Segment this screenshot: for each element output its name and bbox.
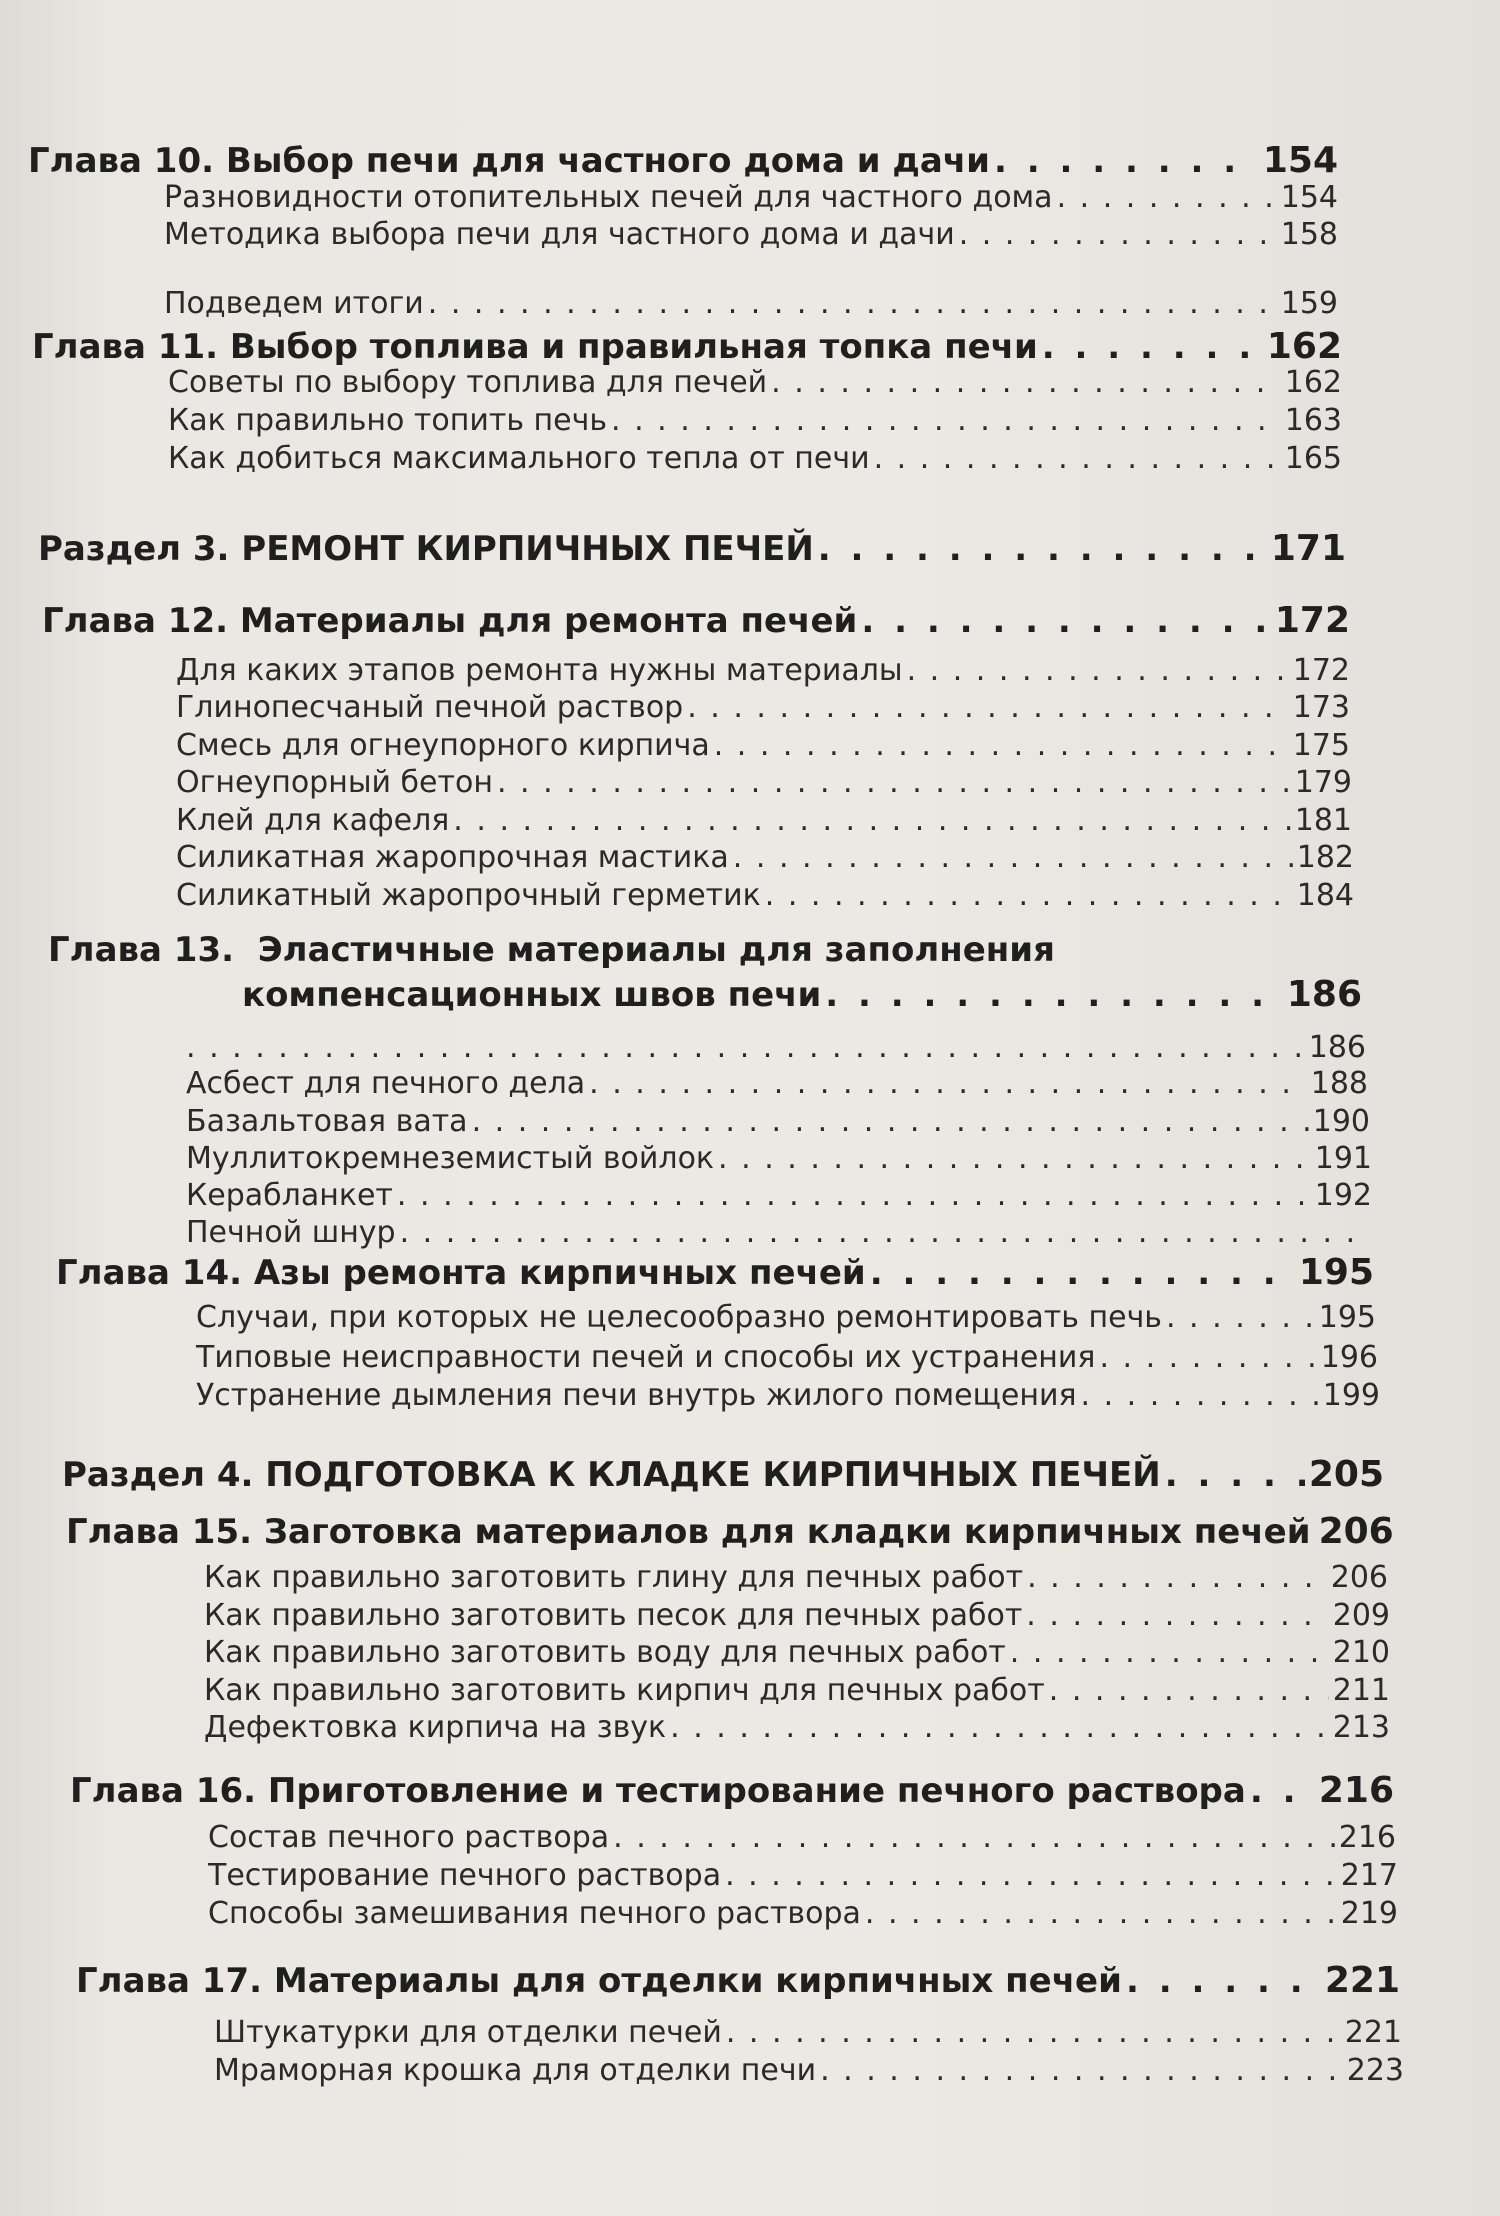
toc-page-number: 159 [1280, 286, 1338, 321]
toc-item [204, 1635, 1390, 1670]
toc-title: Глава 17. Материалы для отделки кирпичных печей [76, 1961, 1122, 2001]
toc-item [186, 1215, 1372, 1250]
toc-leader-dots [1057, 180, 1277, 215]
toc-chapter [32, 326, 1342, 367]
toc-page-number: 205 [1308, 1454, 1384, 1495]
toc-leader-dots [765, 878, 1293, 913]
toc-title: Силикатная жаропрочная мастика [176, 840, 729, 875]
toc-leader-dots [1165, 1455, 1305, 1495]
toc-chapter [48, 930, 1362, 1015]
toc-title: Раздел 3. РЕМОНТ КИРПИЧНЫХ ПЕЧЕЙ [38, 529, 814, 569]
toc-leader-dots [870, 1253, 1295, 1293]
toc-title: Глава 15. Заготовка материалов для кладки кирпичных печей [66, 1512, 1311, 1552]
toc-page-number: 217 [1340, 1858, 1398, 1893]
toc-leader-dots [1010, 1635, 1329, 1670]
toc-page-number: 182 [1296, 840, 1354, 875]
toc-leader-dots [1250, 1771, 1315, 1811]
toc-item [196, 1340, 1378, 1375]
toc-page-number: 181 [1294, 803, 1352, 838]
toc-leader-dots [865, 1896, 1337, 1931]
toc-item [196, 1300, 1376, 1335]
toc-page-number: 213 [1332, 1710, 1390, 1745]
toc-title: Как правильно заготовить песок для печных работ [204, 1598, 1023, 1633]
toc-item [204, 1598, 1390, 1633]
toc-title: Подведем итоги [164, 286, 424, 321]
toc-title: Типовые неисправности печей и способы их устранения [196, 1340, 1096, 1375]
toc-title: Разновидности отопительных печей для частного дома [164, 180, 1053, 215]
toc-item [176, 690, 1350, 725]
toc-item [204, 1560, 1388, 1595]
toc-page-number: 162 [1284, 365, 1342, 400]
toc-item [214, 2053, 1404, 2088]
toc-title: Глава 16. Приготовление и тестирование печного раствора [70, 1771, 1246, 1811]
toc-page-number: 192 [1314, 1178, 1372, 1213]
toc-page-number: 195 [1298, 1252, 1374, 1293]
toc-leader-dots [472, 1104, 1309, 1139]
toc-item [208, 1896, 1398, 1931]
toc-page-number: 219 [1340, 1896, 1398, 1931]
toc-title: Клей для кафеля [176, 803, 450, 838]
toc-title: Глава 10. Выбор печи для частного дома и дачи [28, 141, 990, 181]
toc-page-number: 158 [1280, 217, 1338, 252]
toc-title: Устранение дымления печи внутрь жилого помещения [196, 1378, 1077, 1413]
toc-leader-dots [959, 217, 1277, 252]
toc-title: Раздел 4. ПОДГОТОВКА К КЛАДКЕ КИРПИЧНЫХ ПЕЧЕЙ [62, 1455, 1161, 1495]
toc-page-number: 172 [1292, 653, 1350, 688]
toc-item [186, 1141, 1372, 1176]
toc-title: Базальтовая вата [186, 1104, 468, 1139]
toc-page-number: 199 [1322, 1378, 1380, 1413]
toc-title: Дефектовка кирпича на звук [204, 1710, 667, 1745]
toc-title: Керабланкет [186, 1178, 393, 1213]
toc-leader-dots [400, 1215, 1368, 1250]
toc-section [38, 528, 1346, 569]
toc-item [196, 1378, 1380, 1413]
toc-leader-dots [994, 141, 1259, 181]
toc-title: Тестирование печного раствора [208, 1858, 722, 1893]
toc-leader-dots [428, 286, 1277, 321]
toc-chapter-title-line2: компенсационных швов печи [242, 975, 822, 1015]
toc-leader-dots [733, 840, 1293, 875]
toc-item [186, 1178, 1372, 1213]
toc-item [186, 1104, 1370, 1139]
toc-leader-dots [825, 975, 1283, 1015]
toc-title: Как правильно заготовить глину для печных работ [204, 1560, 1024, 1595]
toc-item [164, 217, 1338, 252]
toc-title: Муллитокремнеземистый войлок [186, 1141, 715, 1176]
toc-leader-dots [613, 1820, 1335, 1855]
toc-title: Советы по выбору топлива для печей [168, 365, 768, 400]
toc-title: Глава 12. Материалы для ремонта печей [42, 601, 858, 641]
toc-leader-dots [1126, 1961, 1321, 2001]
toc-leader-dots [397, 1178, 1311, 1213]
toc-title: Печной шнур [186, 1215, 396, 1250]
toc-title: Огнеупорный бетон [176, 765, 493, 800]
toc-section [62, 1454, 1384, 1495]
toc-item [164, 286, 1338, 321]
toc-title: Как добиться максимального тепла от печи [168, 441, 870, 476]
toc-title: Мраморная крошка для отделки печи [214, 2053, 817, 2088]
toc-chapter [42, 600, 1350, 641]
toc-leader-dots [820, 2053, 1343, 2088]
toc-leader-dots [453, 803, 1290, 838]
toc-page-number: 184 [1296, 878, 1354, 913]
toc-title: Как правильно топить печь [168, 403, 608, 438]
toc-title: Глинопесчаный печной раствор [176, 690, 684, 725]
toc-title: Состав печного раствора [208, 1820, 610, 1855]
toc-page-number: 188 [1310, 1066, 1368, 1101]
toc-item [168, 441, 1342, 476]
toc-title: Смесь для огнеупорного кирпича [176, 728, 710, 763]
toc-leader-dots [1081, 1378, 1319, 1413]
toc-item [176, 840, 1354, 875]
toc-page-number: 154 [1280, 180, 1338, 215]
toc-page-number: 165 [1284, 441, 1342, 476]
toc-page-number: 191 [1314, 1141, 1372, 1176]
toc-leader-dots [1042, 327, 1263, 367]
toc-page-number: 173 [1292, 690, 1350, 725]
toc-item [208, 1820, 1396, 1855]
toc-leader-dots [687, 690, 1289, 725]
toc-leader-dots [186, 1030, 1305, 1065]
toc-item [204, 1710, 1390, 1745]
toc-leader-dots [714, 728, 1289, 763]
toc-leader-dots [726, 2015, 1341, 2050]
toc-title: Для каких этапов ремонта нужны материалы [176, 653, 903, 688]
toc-item [176, 728, 1350, 763]
toc-title: Как правильно заготовить воду для печных работ [204, 1635, 1006, 1670]
toc-item [214, 2015, 1402, 2050]
toc-leader-dots [1026, 1598, 1328, 1633]
toc-item [186, 1066, 1368, 1101]
toc-page-number: 206 [1318, 1511, 1394, 1552]
toc-chapter-title: Глава 13. Эластичные материалы для заполнения [48, 930, 1055, 970]
toc-leader-dots [818, 529, 1267, 569]
toc-page-number: 175 [1292, 728, 1350, 763]
toc-title: Силикатный жаропрочный герметик [176, 878, 761, 913]
toc-leader-dots [1099, 1340, 1316, 1375]
toc-title: Способы замешивания печного раствора [208, 1896, 861, 1931]
toc-leader-dots [611, 403, 1281, 438]
toc-item [176, 765, 1352, 800]
toc-page-number: 171 [1270, 528, 1346, 569]
toc-page-number: 223 [1346, 2053, 1404, 2088]
toc-item [204, 1673, 1390, 1708]
toc-page-number: 196 [1320, 1340, 1378, 1375]
toc-chapter [76, 1960, 1400, 2001]
toc-leader-dots [589, 1066, 1307, 1101]
toc-item [176, 878, 1354, 913]
toc-item [176, 653, 1350, 688]
toc-page-number: 209 [1332, 1598, 1390, 1633]
toc-page-number: 216 [1318, 1770, 1394, 1811]
toc-chapter [28, 140, 1338, 181]
toc-page-number: 186 [1308, 1030, 1366, 1065]
toc-leader-dots [907, 653, 1289, 688]
toc-leader-dots [497, 765, 1291, 800]
toc-item [164, 180, 1338, 215]
toc-page-number: 190 [1312, 1104, 1370, 1139]
toc-item [182, 1030, 1366, 1065]
toc-leader-dots [670, 1710, 1329, 1745]
toc-page-number: 172 [1274, 600, 1350, 641]
toc-title: Глава 11. Выбор топлива и правильная топка печи [32, 327, 1038, 367]
toc-chapter [56, 1252, 1374, 1293]
toc-title: Случаи, при которых не целесообразно ремонтировать печь [196, 1300, 1162, 1335]
toc-item [168, 403, 1342, 438]
toc-page-number: 186 [1286, 974, 1362, 1015]
toc-page-number: 206 [1330, 1560, 1388, 1595]
toc-leader-dots [725, 1858, 1337, 1893]
toc-page-number: 179 [1294, 765, 1352, 800]
toc-page-number: 221 [1344, 2015, 1402, 2050]
toc-leader-dots [1027, 1560, 1327, 1595]
toc-page-number: 162 [1266, 326, 1342, 367]
toc-page-number: 195 [1318, 1300, 1376, 1335]
toc-leader-dots [861, 601, 1271, 641]
toc-item [208, 1858, 1398, 1893]
toc-leader-dots [718, 1141, 1311, 1176]
toc-page-number: 154 [1262, 140, 1338, 181]
toc-page-number: 221 [1324, 1960, 1400, 2001]
toc-title: Глава 14. Азы ремонта кирпичных печей [56, 1253, 866, 1293]
toc-item [168, 365, 1342, 400]
toc-page-number: 210 [1332, 1635, 1390, 1670]
toc-page-number: 163 [1284, 403, 1342, 438]
toc-page-number: 211 [1332, 1673, 1390, 1708]
toc-title: Как правильно заготовить кирпич для печных работ [204, 1673, 1045, 1708]
toc-title: Штукатурки для отделки печей [214, 2015, 722, 2050]
toc-leader-dots [771, 365, 1281, 400]
toc-leader-dots [874, 441, 1281, 476]
toc-leader-dots [1049, 1673, 1329, 1708]
toc-title: Асбест для печного дела [186, 1066, 586, 1101]
toc-page-number: 216 [1338, 1820, 1396, 1855]
toc-chapter [66, 1511, 1394, 1552]
toc-item [176, 803, 1352, 838]
toc-leader-dots [1166, 1300, 1315, 1335]
toc-chapter [70, 1770, 1394, 1811]
toc-title: Методика выбора печи для частного дома и дачи [164, 217, 955, 252]
